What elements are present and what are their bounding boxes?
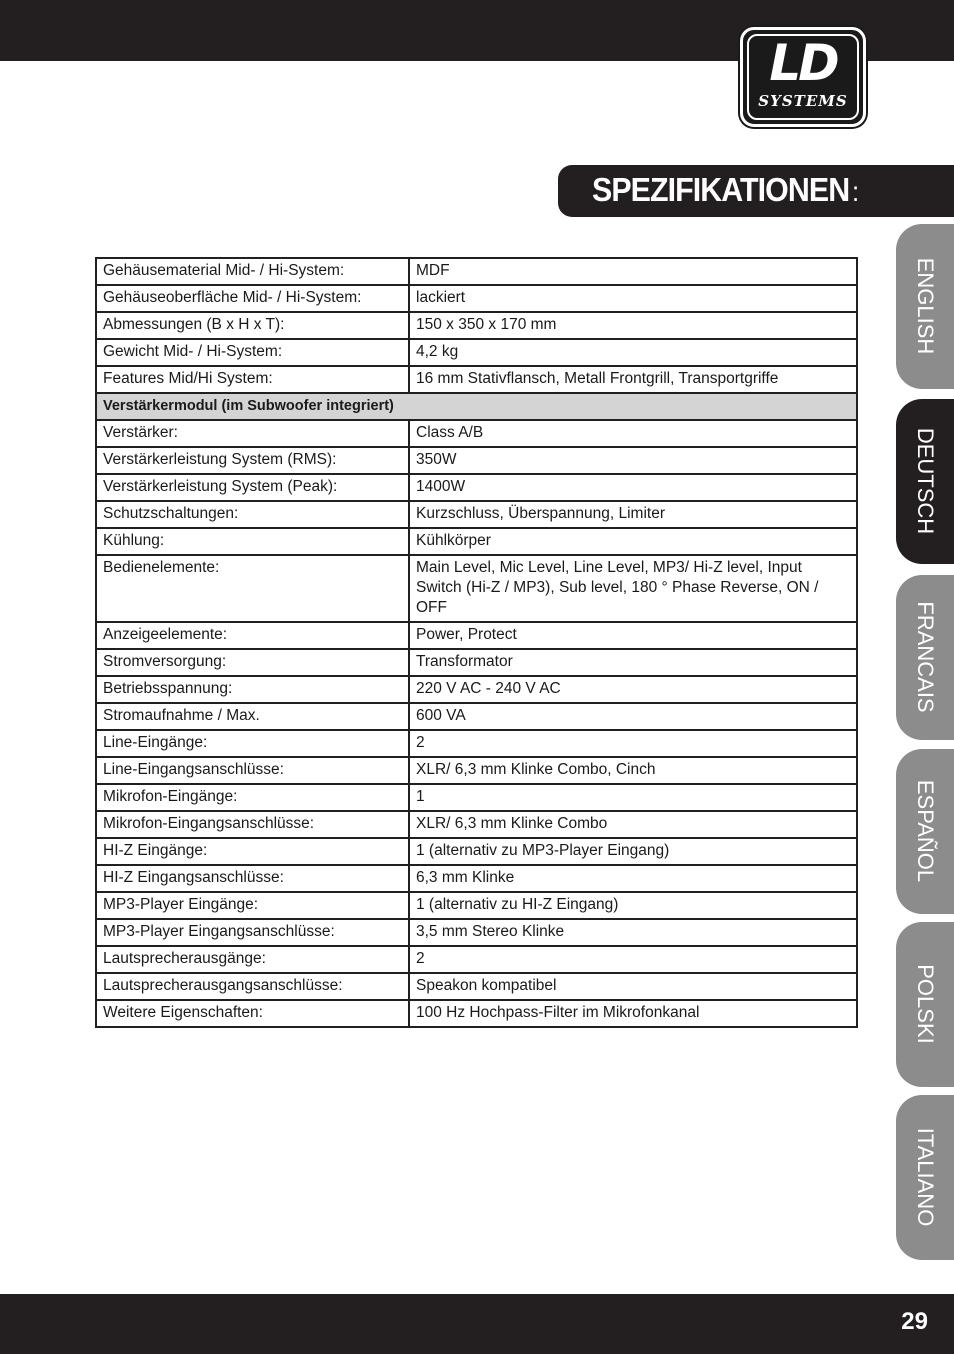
spec-value: 2 [409,730,857,757]
spec-value: Power, Protect [409,622,857,649]
table-row [96,838,857,865]
table-row [96,285,857,312]
spec-label: Stromaufnahme / Max. [96,703,409,730]
table-row [96,811,857,838]
spec-label: Mikrofon-Eingangsanschlüsse: [96,811,409,838]
tab-english[interactable]: ENGLISH [896,224,954,389]
table-row [96,865,857,892]
spec-label: MP3-Player Eingänge: [96,892,409,919]
spec-label: Line-Eingangsanschlüsse: [96,757,409,784]
section-title-banner [558,165,954,217]
spec-value: Transformator [409,649,857,676]
table-row [96,676,857,703]
table-row [96,555,857,622]
tab-deutsch[interactable]: DEUTSCH [896,399,954,564]
spec-label: Lautsprecherausgangsanschlüsse: [96,973,409,1000]
logo-sub-text: SYSTEMS [758,92,848,110]
spec-label: Stromversorgung: [96,649,409,676]
table-row [96,339,857,366]
page-title: SPEZIFIKATIONEN: [592,171,859,208]
logo-brand-text: LD [769,34,837,92]
specifications-table [95,257,858,1028]
tab-italiano[interactable]: ITALIANO [896,1095,954,1260]
table-row [96,919,857,946]
spec-label: HI-Z Eingänge: [96,838,409,865]
spec-value: 100 Hz Hochpass-Filter im Mikrofonkanal [409,1000,857,1027]
spec-value: 16 mm Stativflansch, Metall Frontgrill, Transportgriffe [409,366,857,393]
table-row [96,501,857,528]
table-row [96,757,857,784]
table-row [96,420,857,447]
table-row [96,892,857,919]
spec-value: 3,5 mm Stereo Klinke [409,919,857,946]
spec-value: 1 [409,784,857,811]
ld-systems-logo [740,27,866,127]
spec-value: 600 VA [409,703,857,730]
table-row [96,258,857,285]
spec-value: XLR/ 6,3 mm Klinke Combo, Cinch [409,757,857,784]
tab-espanol[interactable]: ESPAÑOL [896,749,954,914]
spec-label: Kühlung: [96,528,409,555]
spec-label: Betriebsspannung: [96,676,409,703]
spec-value: Kurzschluss, Überspannung, Limiter [409,501,857,528]
table-row [96,649,857,676]
tab-polski[interactable]: POLSKI [896,922,954,1087]
spec-label: Gewicht Mid- / Hi-System: [96,339,409,366]
spec-value: 350W [409,447,857,474]
spec-value: Speakon kompatibel [409,973,857,1000]
table-row [96,447,857,474]
table-row [96,312,857,339]
spec-value: 6,3 mm Klinke [409,865,857,892]
table-row [96,528,857,555]
page-number: 29 [901,1308,928,1335]
spec-label: Bedienelemente: [96,555,409,622]
spec-value: 4,2 kg [409,339,857,366]
table-row [96,1000,857,1027]
spec-label: Gehäusematerial Mid- / Hi-System: [96,258,409,285]
spec-label: Mikrofon-Eingänge: [96,784,409,811]
spec-value: Class A/B [409,420,857,447]
table-section-row [96,393,857,420]
table-row [96,703,857,730]
spec-label: Verstärkerleistung System (Peak): [96,474,409,501]
spec-label: Abmessungen (B x H x T): [96,312,409,339]
spec-label: MP3-Player Eingangsanschlüsse: [96,919,409,946]
spec-label: Gehäuseoberfläche Mid- / Hi-System: [96,285,409,312]
table-row [96,474,857,501]
section-heading: Verstärkermodul (im Subwoofer integriert) [96,393,857,420]
spec-label: Features Mid/Hi System: [96,366,409,393]
table-row [96,622,857,649]
table-row [96,784,857,811]
spec-value: Main Level, Mic Level, Line Level, MP3/ Hi-Z level, Input Switch (Hi-Z / MP3), Sub level, 180 ° Phase Reverse, ON / OFF [409,555,857,622]
spec-label: Weitere Eigenschaften: [96,1000,409,1027]
footer-bar [0,1294,954,1354]
tab-francais[interactable]: FRANCAIS [896,575,954,740]
table-row [96,366,857,393]
table-row [96,973,857,1000]
spec-label: Lautsprecherausgänge: [96,946,409,973]
spec-label: Verstärkerleistung System (RMS): [96,447,409,474]
spec-value: 1400W [409,474,857,501]
spec-label: Anzeigeelemente: [96,622,409,649]
spec-value: 220 V AC - 240 V AC [409,676,857,703]
spec-value: MDF [409,258,857,285]
table-row [96,730,857,757]
spec-value: 2 [409,946,857,973]
spec-value: 1 (alternativ zu HI-Z Eingang) [409,892,857,919]
spec-label: HI-Z Eingangsanschlüsse: [96,865,409,892]
spec-value: lackiert [409,285,857,312]
spec-value: XLR/ 6,3 mm Klinke Combo [409,811,857,838]
spec-value: 1 (alternativ zu MP3-Player Eingang) [409,838,857,865]
spec-label: Verstärker: [96,420,409,447]
spec-value: 150 x 350 x 170 mm [409,312,857,339]
spec-label: Line-Eingänge: [96,730,409,757]
spec-value: Kühlkörper [409,528,857,555]
table-row [96,946,857,973]
spec-label: Schutzschaltungen: [96,501,409,528]
